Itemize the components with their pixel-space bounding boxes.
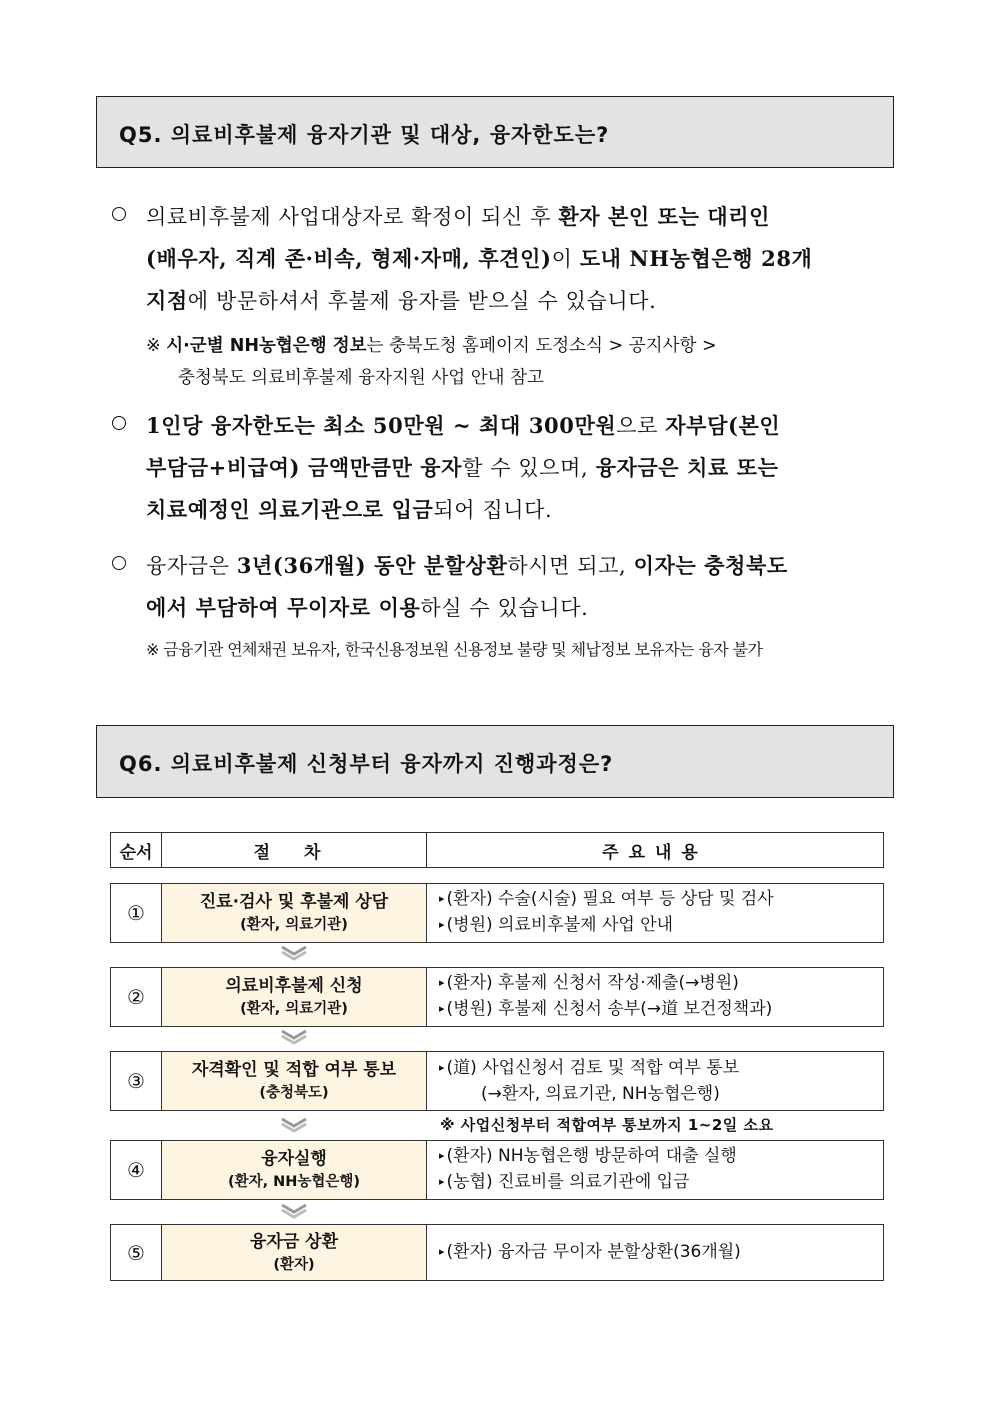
step-number	[110, 883, 162, 943]
content-line: (환자) NH농협은행 방문하여 대출 실행	[446, 1146, 737, 1166]
step-actor: (환자, 의료기관)	[240, 917, 348, 933]
emphasis: 시·군별 NH농협은행 정보	[166, 336, 367, 356]
header-content	[426, 832, 884, 868]
triangle-bullet-icon: ▸	[439, 1244, 445, 1258]
step-number-label: ④	[127, 1158, 145, 1182]
header-label: 절 차	[253, 842, 335, 863]
emphasis: 지점	[146, 288, 188, 313]
step-procedure	[161, 1140, 427, 1200]
step-actor: (충청북도)	[259, 1085, 329, 1101]
text: 의료비후불제 사업대상자로 확정이 되신 후	[146, 205, 559, 229]
triangle-bullet-icon: ▸	[439, 1175, 445, 1188]
q5-paragraph-3	[112, 545, 902, 629]
step-content	[426, 883, 884, 943]
text: 으로	[616, 414, 666, 438]
q5-title: Q5. 의료비후불제 융자기관 및 대상, 융자한도는?	[119, 123, 610, 147]
emphasis: 이자는 충청북도	[633, 553, 788, 578]
step-procedure	[161, 1051, 427, 1111]
content-line: (농협) 진료비를 의료기관에 입금	[446, 1172, 690, 1192]
emphasis: 부담금+비급여) 금액만큼만 융자	[146, 455, 463, 480]
step-title: 의료비후불제 신청	[225, 976, 363, 996]
emphasis: 자부담(본인	[665, 413, 781, 438]
step-number-label: ①	[127, 901, 145, 925]
header-label: 주요내용	[602, 842, 708, 863]
triangle-bullet-icon: ▸	[439, 1149, 445, 1162]
step-content	[426, 1224, 884, 1281]
step-content	[426, 967, 884, 1027]
step-number-label: ③	[127, 1069, 145, 1093]
triangle-bullet-icon: ▸	[439, 918, 445, 931]
down-arrow-icon	[280, 1117, 308, 1133]
triangle-bullet-icon: ▸	[439, 976, 445, 989]
content-line: (환자) 수술(시술) 필요 여부 등 상담 및 검사	[446, 889, 774, 909]
emphasis: 3년(36개월) 동안 분할상환	[236, 553, 508, 578]
down-arrow-icon	[280, 945, 308, 961]
step-number-label: ②	[127, 985, 145, 1009]
q6-title: Q6. 의료비후불제 신청부터 융자까지 진행과정은?	[119, 752, 614, 776]
content-line: (병원) 후불제 신청서 송부(→道 보건정책과)	[446, 999, 773, 1019]
text: 충청북도 의료비후불제 융자지원 사업 안내 참고	[178, 368, 544, 388]
down-arrow-icon	[280, 1203, 308, 1219]
step-number	[110, 1051, 162, 1111]
content-line: (환자) 융자금 무이자 분할상환(36개월)	[446, 1241, 741, 1262]
circle-bullet-icon	[112, 556, 126, 570]
step-content	[426, 1140, 884, 1200]
step-number	[110, 967, 162, 1027]
step-procedure	[161, 967, 427, 1027]
text: 이	[551, 247, 580, 271]
processing-time-note: ※ 사업신청부터 적합여부 통보까지 1~2일 소요	[440, 1116, 774, 1134]
emphasis: 치료예정인 의료기관으로 입금	[146, 497, 434, 522]
content-line: (道) 사업신청서 검토 및 적합 여부 통보	[446, 1058, 740, 1078]
emphasis: 1인당 융자한도는 최소 50만원 ~ 최대 300만원	[146, 413, 617, 438]
step-number-label: ⑤	[127, 1240, 145, 1265]
text: 되어 집니다.	[433, 498, 553, 522]
step-title: 진료·검사 및 후불제 상담	[199, 892, 389, 912]
emphasis: 에서 부담하여 무이자로 이용	[146, 595, 421, 620]
emphasis: 융자금은 치료 또는	[595, 455, 779, 480]
down-arrow-icon	[280, 1029, 308, 1045]
step-title: 융자금 상환	[249, 1231, 339, 1252]
step-actor: (환자)	[273, 1256, 315, 1273]
header-procedure	[161, 832, 427, 868]
q5-note-2	[146, 634, 762, 666]
text: 하실 수 있습니다.	[420, 596, 589, 620]
content-line: (환자) 후불제 신청서 작성·제출(→병원)	[446, 973, 739, 993]
q5-note-1	[146, 330, 717, 394]
content-line: (병원) 의료비후불제 사업 안내	[446, 915, 674, 935]
reference-mark: ※	[146, 336, 167, 356]
q5-paragraph-1	[112, 196, 902, 322]
header-label: 순서	[119, 842, 153, 863]
content-line: (→환자, 의료기관, NH농협은행)	[481, 1084, 720, 1104]
step-title: 융자실행	[261, 1149, 327, 1169]
step-procedure	[161, 883, 427, 943]
text: 에 방문하셔서 후불제 융자를 받으실 수 있습니다.	[187, 289, 657, 313]
text: 하시면 되고,	[507, 554, 634, 578]
step-content	[426, 1051, 884, 1111]
text: ※ 금융기관 연체채권 보유자, 한국신용정보원 신용정보 불량 및 체납정보 보유자는 융자 불가	[146, 640, 763, 659]
step-number	[110, 1224, 162, 1281]
step-actor: (환자, 의료기관)	[240, 1001, 348, 1017]
step-procedure	[161, 1224, 427, 1281]
q6-title-box	[96, 725, 894, 798]
emphasis: 도내 NH농협은행 28개	[579, 246, 813, 271]
triangle-bullet-icon: ▸	[439, 1061, 445, 1074]
text: 할 수 있으며,	[462, 456, 596, 480]
circle-bullet-icon	[112, 416, 126, 430]
emphasis: 환자 본인 또는 대리인	[558, 204, 771, 229]
triangle-bullet-icon: ▸	[439, 892, 445, 905]
q5-title-box	[96, 96, 894, 168]
step-actor: (환자, NH농협은행)	[227, 1174, 361, 1190]
emphasis: (배우자, 직계 존·비속, 형제·자매, 후견인)	[146, 246, 552, 271]
text: 융자금은	[146, 554, 237, 578]
q5-paragraph-2	[112, 405, 902, 531]
header-order	[110, 832, 162, 868]
step-title: 자격확인 및 적합 여부 통보	[191, 1060, 397, 1080]
circle-bullet-icon	[112, 207, 126, 221]
step-number	[110, 1140, 162, 1200]
text: 는 충북도청 홈페이지 도정소식 > 공지사항 >	[366, 336, 717, 356]
triangle-bullet-icon: ▸	[439, 1002, 445, 1015]
